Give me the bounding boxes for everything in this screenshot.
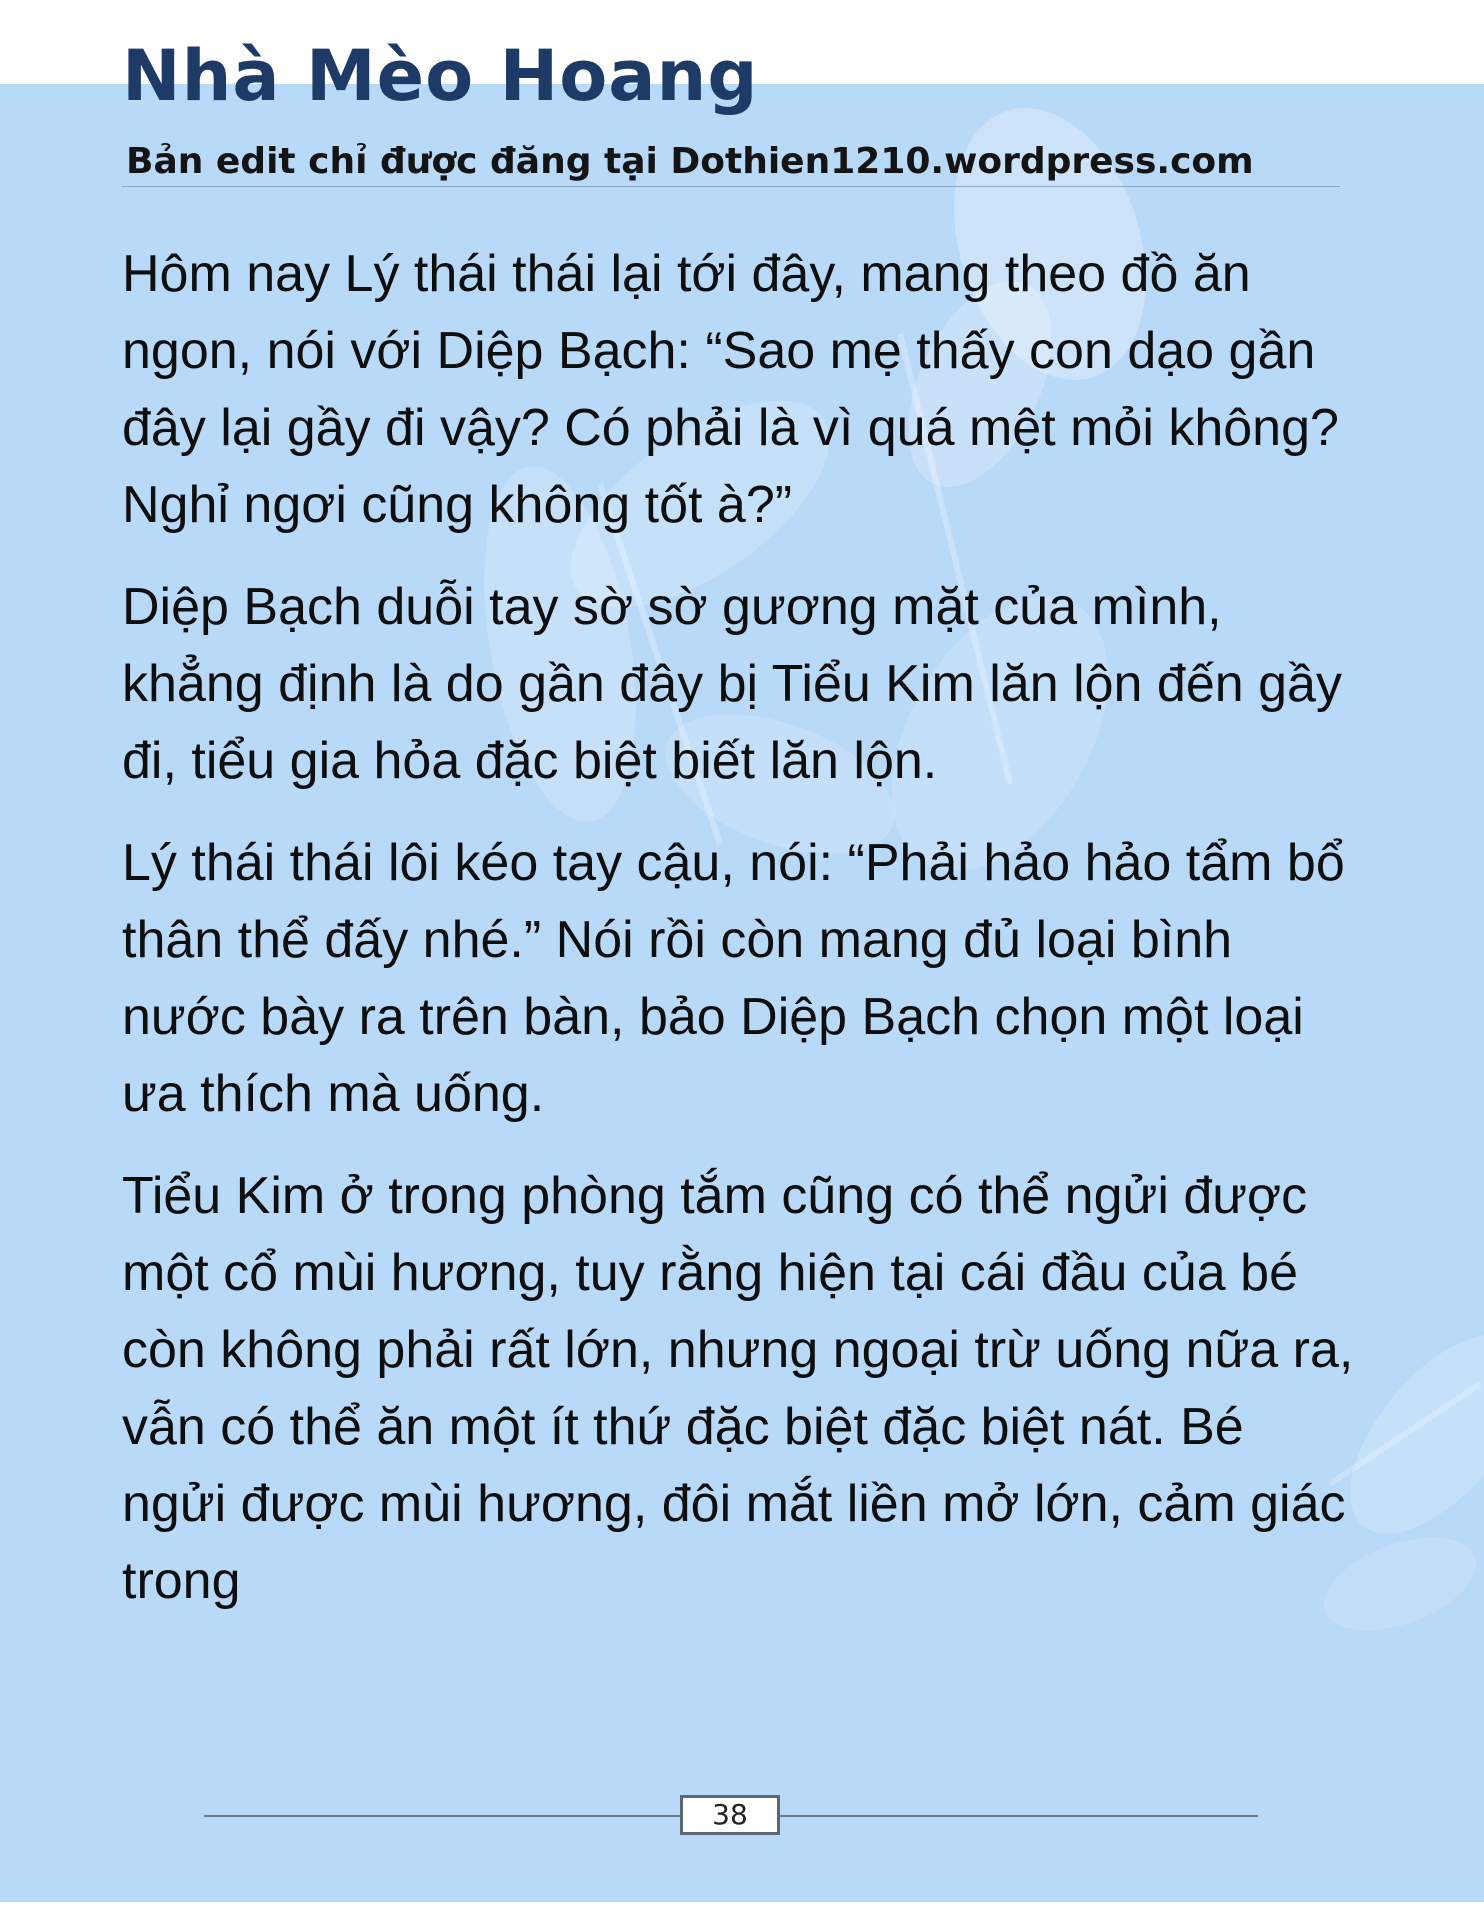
paragraph: Hôm nay Lý thái thái lại tới đây, mang theo đồ ăn ngon, nói với Diệp Bạch: “Sao mẹ thấy con dạo gần đây lại gầy đi vậy? Có phải là vì quá mệt mỏi không? Nghỉ ngơi cũng không tốt à?” (122, 245, 1339, 534)
footer-divider-right (780, 1815, 1258, 1817)
header-divider (122, 186, 1340, 187)
footer-divider-left (204, 1815, 680, 1817)
paragraph: Diệp Bạch duỗi tay sờ sờ gương mặt của mình, khẳng định là do gần đây bị Tiểu Kim lăn lộn đến gầy đi, tiểu gia hỏa đặc biệt biết lăn lộn. (122, 578, 1342, 790)
body-text (122, 236, 1362, 1645)
paragraph: Lý thái thái lôi kéo tay cậu, nói: “Phải hảo hảo tẩm bổ thân thể đấy nhé.” Nói rồi còn mang đủ loại bình nước bày ra trên bàn, bảo Diệp Bạch chọn một loại ưa thích mà uống. (122, 834, 1345, 1123)
page-number: 38 (680, 1795, 780, 1835)
page-title: Nhà Mèo Hoang (122, 35, 759, 117)
header-subtitle: Bản edit chỉ được đăng tại Dothien1210.wordpress.com (126, 141, 1254, 182)
paragraph: Tiểu Kim ở trong phòng tắm cũng có thể ngửi được một cổ mùi hương, tuy rằng hiện tại cái đầu của bé còn không phải rất lớn, nhưng ngoại trừ uống nữa ra, vẫn có thể ăn một ít thứ đặc biệt đặc biệt nát. Bé ngửi được mùi hương, đôi mắt liền mở lớn, cảm giác trong (122, 1167, 1354, 1610)
